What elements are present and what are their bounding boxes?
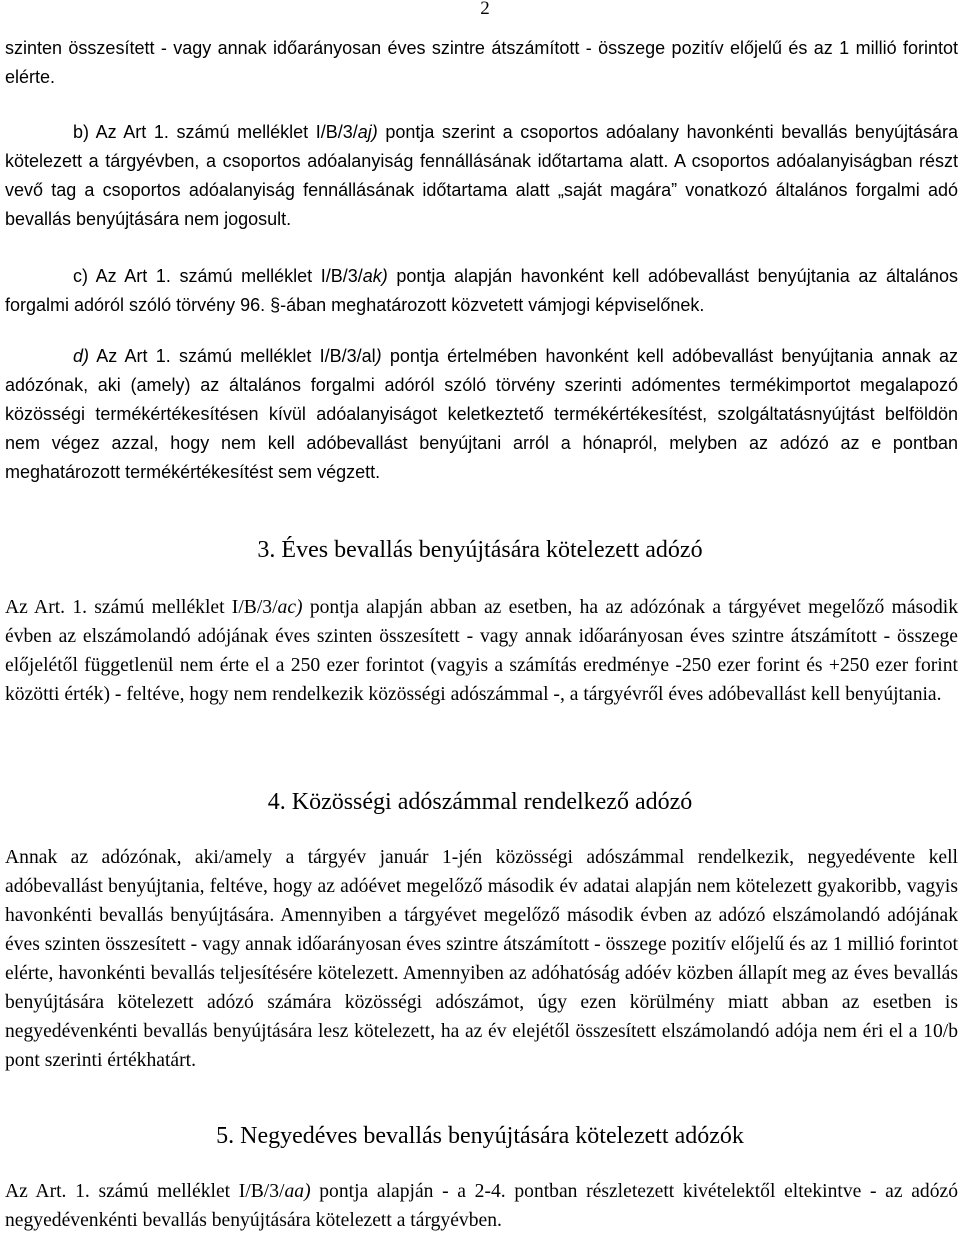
para-b-label: b) Az Art 1. <box>73 122 169 142</box>
para-5-text2: pontja alapján - a 2-4. pontban részletezett kivételektől eltekintve - az adózó negyedévenkénti bevallás benyújtására kötelezett a tárgyévben. <box>5 1181 958 1231</box>
section-heading-4: 4. Közösségi adószámmal rendelkező adózó <box>267 789 693 815</box>
para-c-text2: pontja alapján havonként kell adóbevallást benyújtania az általános forgalmi adóról szóló törvény 96. §-ában meghatározott közvetett vámjogi képviselőnek. <box>5 266 959 315</box>
paragraph-5 <box>5 1177 958 1235</box>
section-heading-5: 5. Negyedéves bevallás benyújtására kötelezett adózók <box>216 1123 744 1149</box>
para-b-ref: aj) <box>357 122 378 142</box>
page-number: 2 <box>480 0 490 19</box>
para-5-text1: Az Art. 1. számú melléklet I/B/3/ <box>5 1181 285 1202</box>
paragraph-4 <box>5 843 958 1075</box>
para-d-ref: ) <box>375 346 382 366</box>
para-d-label: d) <box>73 346 90 366</box>
para-d-label2: Az Art 1. <box>89 346 171 366</box>
para-b-text2: pontja szerint a csoportos adóalany havonkénti bevallás benyújtására kötelezett a tárgyévben, a csoportos adóalanyiság fennállásának időtartama alatt. A csoportos adóalanyiságban részt vevő tag a csoportos adóalanyiság fennállásának időtartama alatt „saját magára” vonatkozó általános forgalmi adó bevallás benyújtására nem jogosult. <box>5 122 958 229</box>
para-3-text1: Az Art. 1. számú melléklet I/B/3/ <box>5 597 278 618</box>
para-c-text1: számú melléklet I/B/3/ <box>170 266 363 286</box>
para-d-text1: számú melléklet I/B/3/al <box>170 346 376 366</box>
intro-paragraph <box>5 34 958 92</box>
paragraph-c <box>5 262 958 320</box>
para-c-ref: ak) <box>362 266 388 286</box>
para-5-ref: aa) <box>284 1181 311 1202</box>
section-heading-3: 3. Éves bevallás benyújtására kötelezett adózó <box>257 537 703 563</box>
paragraph-3 <box>5 593 958 709</box>
para-3-text2: pontja alapján abban az esetben, ha az adózónak a tárgyévet megelőző második évben az elszámolandó adójának éves szinten összesített - vagy annak időarányosan éves szintre átszámított - összege előjelétől függetlenül nem érte el a 250 ezer forintot (vagyis a számítás eredménye -250 ezer forint és +250 ezer forint közötti érték) - feltéve, hogy nem rendelkezik közösségi adószámmal -, a tárgyévről éves adóbevallást kell benyújtania. <box>5 597 958 705</box>
paragraph-d <box>5 342 958 487</box>
para-4-text: Annak az adózónak, aki/amely a tárgyév január 1-jén közösségi adószámmal rendelkezik, negyedévente kell adóbevallást benyújtania, feltéve, hogy az adóévet megelőző második év adatai alapján nem kötelezett gyakoribb, vagyis havonkénti bevallás benyújtására. Amennyiben a tárgyévet megelőző második évben az adózó elszámolandó adójának éves szinten összesített - vagy annak időarányosan éves szintre átszámított - összege pozitív előjelű és az 1 millió forintot elérte, havonkénti bevallás teljesítésére kötelezett. Amennyiben az adóhatóság adóév közben állapít meg az éves bevallás benyújtására kötelezett adózó számára közösségi adószámot, úgy ezen körülmény miatt abban az esetben is negyedévenkénti bevallás benyújtására lesz kötelezett, ha az év elejétől összesített elszámolandó adója nem éri el a 10/b pont szerinti értékhatárt. <box>5 847 958 1071</box>
paragraph-b <box>5 118 958 234</box>
para-c-label: c) Az Art 1. <box>73 266 171 286</box>
para-3-ref: ac) <box>277 597 303 618</box>
para-d-text2: pontja értelmében havonként kell adóbevallást benyújtania annak az adózónak, aki (amely) az általános forgalmi adóról szóló törvény szerinti adómentes termékimportot megalapozó közösségi termékértékesítésen kívül adóalanyiságot keletkeztető termékértékesítést, szolgáltatásnyújtást belföldön nem végez azzal, hogy nem kell adóbevallást benyújtani arról a hónapról, melyben az adózó az e pontban meghatározott termékértékesítést sem végzett. <box>5 346 958 482</box>
para-b-text1: számú melléklet I/B/3/ <box>168 122 358 142</box>
intro-text: szinten összesített - vagy annak időarányosan éves szintre átszámított - összege pozitív előjelű és az 1 millió forintot elérte. <box>5 38 958 87</box>
